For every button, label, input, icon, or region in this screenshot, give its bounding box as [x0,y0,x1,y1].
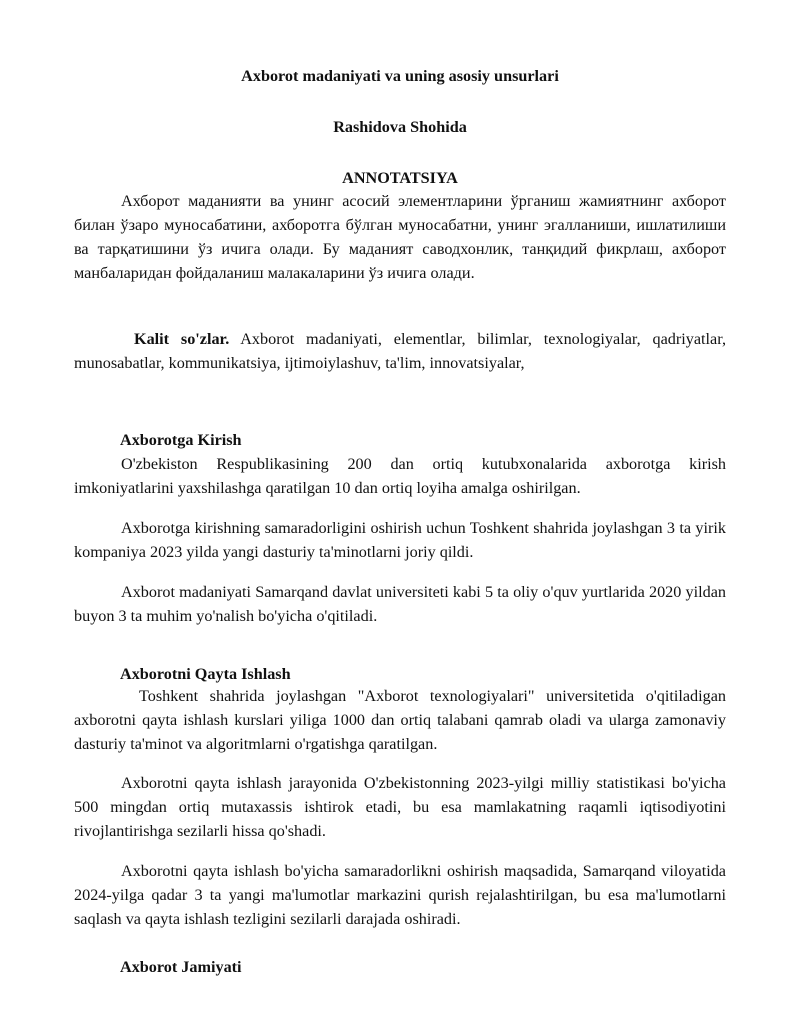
paper-title: Axborot madaniyati va uning asosiy unsurlari [241,67,559,85]
annotation-heading: ANNOTATSIYA [342,169,458,187]
body-paragraph: Axborotni qayta ishlash bo'yicha samaradorlikni oshirish maqsadida, Samarqand viloyatida 2024-yilga qadar 3 ta yangi ma'lumotlar markazini qurish rejalashtirilgan, bu esa ma'lumotlarni saqlash va qayta ishlash tezligini sezilarli darajada oshiradi. [74,862,726,928]
author-name: Rashidova Shohida [333,118,467,136]
annotation-paragraph: Ахборот маданияти ва унинг асосий элементларини ўрганиш жамиятнинг ахборот билан ўзаро муносабатини, ахборотга бўлган муносабатни, унинг эгалланиши, ишлатилиши ва тарқатишини ўз ичига олади. Бу маданият саводхонлик, танқидий фикрлаш, ахборот манбаларидан фойдаланиш малакаларини ўз ичига олади. [74,192,726,282]
body-paragraph: Axborotni qayta ishlash jarayonida O'zbekistonning 2023-yilgi milliy statistikasi bo'yicha 500 mingdan ortiq mutaxassis ishtirok etadi, bu esa mamlakatning raqamli iqtisodiyotini rivojlantirishga sezilarli hissa qo'shadi. [74,774,726,840]
keywords-list: Axborot madaniyati, elementlar, bilimlar, texnologiyalar, qadriyatlar, munosabatlar, kommunikatsiya, ijtimoiylashuv, ta'lim, innovatsiyalar, [74,330,727,372]
section-heading-axborot-jamiyati: Axborot Jamiyati [120,958,242,976]
body-paragraph: Axborot madaniyati Samarqand davlat universiteti kabi 5 ta oliy o'quv yurtlarida 2020 yildan buyon 3 ta muhim yo'nalish bo'yicha o'qitiladi. [74,583,726,625]
keywords-label: Kalit so'zlar. [134,330,230,348]
body-paragraph: O'zbekiston Respublikasining 200 dan ortiq kutubxonalarida axborotga kirish imkoniyatlarini yaxshilashga qaratilgan 10 dan ortiq loyiha amalga oshirilgan. [74,455,726,497]
body-paragraph: Toshkent shahrida joylashgan "Axborot texnologiyalari" universitetida o'qitiladigan axborotni qayta ishlash kurslari yiliga 1000 dan ortiq talabani qamrab oladi va ularga zamonaviy dasturiy ta'minot va algoritmlarni o'rgatishga qaratilgan. [74,687,726,753]
body-paragraph: Axborotga kirishning samaradorligini oshirish uchun Toshkent shahrida joylashgan 3 ta yirik kompaniya 2023 yilda yangi dasturiy ta'minotlarni joriy qildi. [74,519,726,561]
keywords-paragraph [74,327,726,375]
section-heading-axborotga-kirish: Axborotga Kirish [120,431,242,449]
section-heading-axborotni-qayta-ishlash: Axborotni Qayta Ishlash [120,665,291,683]
